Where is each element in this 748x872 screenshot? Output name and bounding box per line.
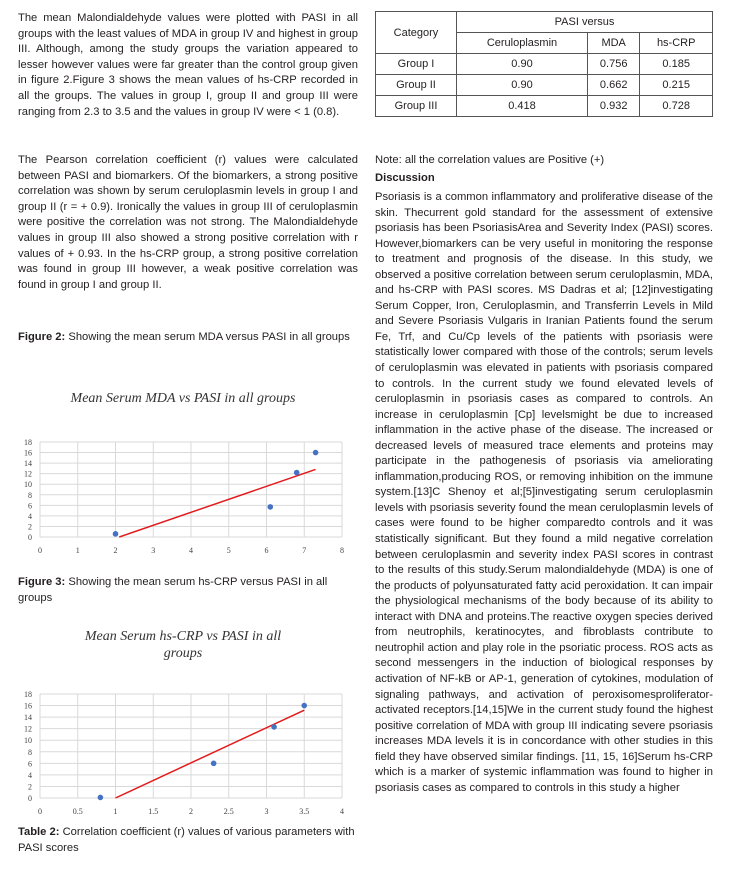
chart-title xyxy=(84,629,281,661)
results-paragraph-1: The mean Malondialdehyde values were plotted with PASI in all groups with the least values of MDA in group IV and highest in group III. Although, among the study groups the variation appeared to lesser however values were far greater than the control group given in figure 2.Figure 3 shows the mean values of hs-CRP recorded in all the groups. The values in group I, group II and group III were ranging from 2.3 to 3.5 and the values in group IV were < 1 (0.8). xyxy=(18,12,358,118)
data-point xyxy=(113,531,119,537)
y-tick-label: 10 xyxy=(24,736,32,746)
pasi-versus-header: PASI versus xyxy=(457,12,713,33)
y-tick-label: 4 xyxy=(28,511,32,521)
column-header-hscrp: hs-CRP xyxy=(640,33,713,54)
figure-2-label: Figure 2: xyxy=(18,331,66,343)
row-label: Group II xyxy=(376,75,457,96)
figure-2-text: Showing the mean serum MDA versus PASI in all groups xyxy=(68,331,350,343)
data-point xyxy=(301,703,307,709)
x-tick-label: 3 xyxy=(264,807,269,816)
x-tick-label: 3.5 xyxy=(299,807,310,816)
y-tick-label: 12 xyxy=(24,469,32,479)
y-tick-label: 10 xyxy=(24,480,32,490)
chart-mda-vs-pasi xyxy=(18,380,348,570)
data-point xyxy=(211,761,217,767)
table-cell: 0.185 xyxy=(640,54,713,75)
y-tick-label: 8 xyxy=(28,490,32,500)
chart-title: Mean Serum MDA vs PASI in all groups xyxy=(70,391,296,406)
figure-3-label: Figure 3: xyxy=(18,576,66,588)
chart-mda-svg xyxy=(18,380,348,565)
category-header: Category xyxy=(376,12,457,54)
column-header-mda: MDA xyxy=(587,33,639,54)
data-point xyxy=(294,470,300,476)
data-point xyxy=(267,504,273,510)
x-tick-label: 2.5 xyxy=(223,807,234,816)
y-tick-label: 12 xyxy=(24,724,32,734)
y-tick-label: 18 xyxy=(24,438,32,447)
table-cell: 0.756 xyxy=(587,54,639,75)
table-cell: 0.90 xyxy=(457,75,588,96)
x-tick-label: 2 xyxy=(189,807,193,816)
figure-3-text: Showing the mean serum hs-CRP versus PASI in all groups xyxy=(18,576,328,604)
y-tick-label: 14 xyxy=(24,713,32,723)
y-tick-label: 0 xyxy=(28,533,32,542)
figure-2-caption xyxy=(18,330,358,346)
y-tick-label: 2 xyxy=(28,522,32,532)
y-tick-label: 0 xyxy=(28,794,32,803)
discussion-heading: Discussion xyxy=(375,172,435,184)
y-tick-label: 14 xyxy=(24,459,32,469)
x-tick-label: 1.5 xyxy=(148,807,159,816)
figure-3-caption xyxy=(18,575,358,606)
y-tick-label: 8 xyxy=(28,747,32,757)
data-point xyxy=(98,795,104,801)
x-tick-label: 1 xyxy=(75,546,80,555)
table-2-label: Table 2: xyxy=(18,826,60,838)
discussion-paragraph: Psoriasis is a common inflammatory and proliferative disease of the skin. Thecurrent gold standard for the assessment of extensive psoriasis has been PsoriasisArea and Severity Index (PASI) scores. However,biomarkers can be very useful in monitoring the response to treatment and prognosis of the disease. In this study, we observed a positive correlation between serum ceruloplasmin, MDA, and hs-CRP with PASI scores. MS Dadras et al; [12]investigating Serum Copper, Iron, Ceruloplasmin, and Transferrin Levels in Mild and Severe Psoriasis Vulgaris in Iranian Patients found the serum Fe, Trf, and Cu/Cp levels of the patients with psoriasis were statistically lower compared with those of the controls; serum levels of ceruloplasmin was elevated in patients with psoriasis compared to controls. In the current study we found elevated levels of ceruloplasmin in psoriasis cases as compared to controls. An increase in ceruloplasmin [Cp] levelsmight be due to increased inflammation in the active phase of the disease. The increased or decreased levels of measured trace elements and proteins may participate in the pathogenesis of psoriasis via ameliorating inflammation,producing ROS, or removing inhibition on the immune system.[13]C Shenoy et al;[5]investigating serum ceruloplasmin levels with psoriasis severity found the mean ceruloplasmin levels of cases were found to be higher comparedto controls and it was statistically significant. But they found a mild negative correlation between ceruloplasmin and severity index PASI scores in contrast to the results of this study.Serum malondialdehyde (MDA) is one of the products of polyunsaturated fatty acid peroxidation. It can impair the physiological mechanisms of the body because of its ability to interact with DNA and proteins.The reactive oxygen species derived from neutrophils, keratinocytes, and fibroblasts contribute to neutrophil action and play role in the psoriatic process. ROS acts as second messengers in the induction of biological responses by activation of NF-kB or AP-1, generation of cytokines, modulation of signaling pathways, and activation of peroxisomesproliferator-activated receptors.[14,15]We in the current study found the highest positive correlation of MDA with group III indicating severe psoriasis increases MDA levels it is in concordance with other studies in this field they have observed similar findings. [11, 15, 16]Serum hs-CRP which is a marker of systemic inflammation was found to higher in psoriasis cases as compared to controls in this study a higher xyxy=(375,191,713,794)
chart-title-line: Mean Serum hs-CRP vs PASI in all xyxy=(84,629,282,644)
data-point xyxy=(271,724,277,730)
y-tick-label: 2 xyxy=(28,782,32,792)
trend-line xyxy=(116,710,305,798)
table-cell: 0.90 xyxy=(457,54,588,75)
correlation-table xyxy=(375,11,713,117)
x-tick-label: 2 xyxy=(113,546,118,555)
table-row xyxy=(376,75,713,96)
x-tick-label: 4 xyxy=(189,546,193,555)
x-tick-label: 7 xyxy=(302,546,307,555)
table-cell: 0.418 xyxy=(457,96,588,117)
y-tick-label: 18 xyxy=(24,690,32,699)
x-tick-label: 0.5 xyxy=(72,807,83,816)
table-cell: 0.932 xyxy=(587,96,639,117)
data-point xyxy=(313,450,319,456)
table-note: Note: all the correlation values are Positive (+) xyxy=(375,154,605,166)
row-label: Group III xyxy=(376,96,457,117)
table-cell: 0.215 xyxy=(640,75,713,96)
chart-hscrp-svg xyxy=(18,622,348,817)
y-tick-label: 4 xyxy=(28,770,32,780)
x-tick-label: 5 xyxy=(226,546,231,555)
table-cell: 0.728 xyxy=(640,96,713,117)
x-tick-label: 0 xyxy=(38,546,42,555)
column-header-ceruloplasmin: Ceruloplasmin xyxy=(457,33,588,54)
table-row xyxy=(376,54,713,75)
table-cell: 0.662 xyxy=(587,75,639,96)
y-tick-label: 16 xyxy=(24,448,32,458)
x-tick-label: 6 xyxy=(264,546,269,555)
y-tick-label: 16 xyxy=(24,701,32,711)
x-tick-label: 8 xyxy=(340,546,344,555)
table-2-text: Correlation coefficient (r) values of various parameters with PASI scores xyxy=(18,826,355,854)
table-2-caption xyxy=(18,825,358,856)
table-row xyxy=(376,96,713,117)
x-tick-label: 4 xyxy=(340,807,344,816)
x-tick-label: 1 xyxy=(113,807,118,816)
y-tick-label: 6 xyxy=(28,759,32,769)
x-tick-label: 3 xyxy=(151,546,156,555)
x-tick-label: 0 xyxy=(38,807,42,816)
chart-hscrp-vs-pasi xyxy=(18,622,348,822)
row-label: Group I xyxy=(376,54,457,75)
chart-title-line: groups xyxy=(163,646,203,661)
results-paragraph-2: The Pearson correlation coefficient (r) values were calculated between PASI and biomarkers. Of the biomarkers, a strong positive correlation was shown by serum ceruloplasmin levels in group I and group II (r = + 0.9). Ironically the values in group III of ceruloplasmin were positive the correlation was not strong. The Malondialdehyde values in group III also showed a strong positive correlation with r values of + 0.93. In the hs-CRP group, a strong positive correlation was found in group III however, a weak positive correlation was found in group I and group II. xyxy=(18,154,358,291)
y-tick-label: 6 xyxy=(28,501,32,511)
